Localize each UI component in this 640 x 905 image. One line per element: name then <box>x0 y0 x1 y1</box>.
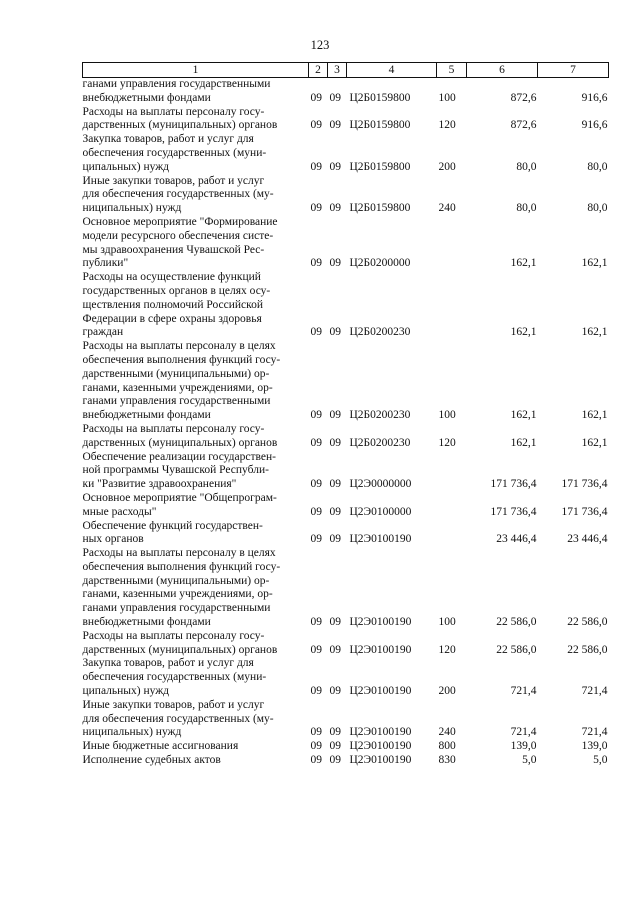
amount-year-1: 22 586,0 <box>496 616 537 629</box>
amount-year-2: 171 736,4 <box>561 478 608 491</box>
section-code: 09 <box>310 326 322 339</box>
amount-year-1: 162,1 <box>510 257 537 270</box>
amount-year-1: 5,0 <box>522 754 537 767</box>
amount-year-1: 171 736,4 <box>490 505 537 518</box>
section-code: 09 <box>310 505 322 518</box>
target-article-code: Ц2Б0159800 <box>349 202 411 215</box>
item-name: Закупка товаров, работ и услуг для обеспечения государственных (муни- ципальных) нужд <box>82 133 267 173</box>
subsection-code: 09 <box>329 754 341 767</box>
header-col-7: 7 <box>538 63 609 78</box>
item-name: Обеспечение реализации государствен- ной программы Чувашской Республи- ки "Развитие здравоохранения" <box>82 450 276 491</box>
amount-year-1: 162,1 <box>510 409 537 422</box>
target-article-code: Ц2Э0100190 <box>349 726 412 739</box>
amount-year-2: 916,6 <box>581 119 608 132</box>
amount-year-1: 162,1 <box>510 436 537 449</box>
subsection-code: 09 <box>329 436 341 449</box>
expense-type-code: 100 <box>438 409 456 422</box>
section-code: 09 <box>310 409 322 422</box>
amount-year-1: 80,0 <box>516 202 537 215</box>
item-name: Исполнение судебных актов <box>82 754 221 767</box>
target-article-code: Ц2Б0159800 <box>349 119 411 132</box>
subsection-code: 09 <box>329 160 341 173</box>
target-article-code: Ц2Э0100190 <box>349 740 412 753</box>
amount-year-2: 162,1 <box>581 436 608 449</box>
amount-year-1: 171 736,4 <box>490 478 537 491</box>
target-article-code: Ц2Б0200230 <box>349 409 411 422</box>
section-code: 09 <box>310 643 322 656</box>
item-name: Расходы на выплаты персоналу в целях обеспечения выполнения функций госу- дарственными (муниципальными) ор- ганами, казенными учреждениями, ор- ганами управления государственными внебюджетными фондами <box>82 340 281 422</box>
header-col-5: 5 <box>437 63 467 78</box>
section-code: 09 <box>310 533 322 546</box>
target-article-code: Ц2Э0100190 <box>349 685 412 698</box>
table-row <box>83 451 609 492</box>
table-row <box>83 271 609 340</box>
item-name: Иные закупки товаров, работ и услуг для обеспечения государственных (му- ниципальных) нужд <box>82 698 274 739</box>
subsection-code: 09 <box>329 257 341 270</box>
table-body <box>83 78 609 768</box>
target-article-code: Ц2Б0200230 <box>349 326 411 339</box>
header-col-4: 4 <box>347 63 437 78</box>
section-code: 09 <box>310 478 322 491</box>
section-code: 09 <box>310 754 322 767</box>
item-name: Иные бюджетные ассигнования <box>82 740 239 753</box>
amount-year-2: 80,0 <box>587 160 608 173</box>
amount-year-2: 22 586,0 <box>567 643 608 656</box>
amount-year-2: 721,4 <box>581 685 608 698</box>
target-article-code: Ц2Б0159800 <box>349 91 411 104</box>
target-article-code: Ц2Э0100190 <box>349 616 412 629</box>
amount-year-2: 162,1 <box>581 326 608 339</box>
amount-year-2: 80,0 <box>587 202 608 215</box>
expense-type-code <box>437 492 467 520</box>
amount-year-2: 5,0 <box>593 754 608 767</box>
header-col-3: 3 <box>328 63 347 78</box>
section-code: 09 <box>310 685 322 698</box>
expense-type-code <box>437 451 467 492</box>
subsection-code: 09 <box>329 505 341 518</box>
expense-type-code: 240 <box>438 202 456 215</box>
table-row <box>83 699 609 740</box>
item-name: Расходы на выплаты персоналу в целях обеспечения выполнения функций госу- дарственными (муниципальными) ор- ганами, казенными учреждениями, ор- ганами управления государственными внебюджетными фондами <box>82 547 281 629</box>
target-article-code: Ц2Э0100190 <box>349 533 412 546</box>
section-code: 09 <box>310 91 322 104</box>
item-name: Расходы на выплаты персоналу госу- дарственных (муниципальных) органов <box>82 422 278 449</box>
amount-year-2: 721,4 <box>581 726 608 739</box>
item-name: Основное мероприятие "Формирование модели ресурсного обеспечения систе- мы здравоохранения Чувашской Рес- публики" <box>82 215 278 270</box>
amount-year-1: 721,4 <box>510 726 537 739</box>
amount-year-1: 80,0 <box>516 160 537 173</box>
subsection-code: 09 <box>329 326 341 339</box>
table-row <box>83 133 609 174</box>
amount-year-2: 139,0 <box>581 740 608 753</box>
target-article-code: Ц2Б0200000 <box>349 257 411 270</box>
expense-type-code: 100 <box>438 91 456 104</box>
subsection-code: 09 <box>329 202 341 215</box>
table-row <box>83 106 609 134</box>
table-row <box>83 630 609 658</box>
target-article-code: Ц2Б0159800 <box>349 160 411 173</box>
amount-year-2: 916,6 <box>581 91 608 104</box>
expense-type-code <box>437 216 467 271</box>
table-row <box>83 740 609 754</box>
item-name: Обеспечение функций государствен- ных органов <box>82 519 263 546</box>
amount-year-2: 22 586,0 <box>567 616 608 629</box>
subsection-code: 09 <box>329 119 341 132</box>
table-row <box>83 78 609 106</box>
subsection-code: 09 <box>329 478 341 491</box>
subsection-code: 09 <box>329 91 341 104</box>
section-code: 09 <box>310 202 322 215</box>
expense-type-code <box>437 271 467 340</box>
amount-year-1: 872,6 <box>510 91 537 104</box>
target-article-code: Ц2Э0000000 <box>349 478 412 491</box>
page-number: 123 <box>310 38 330 52</box>
item-name: Иные закупки товаров, работ и услуг для обеспечения государственных (му- ниципальных) нужд <box>82 174 274 215</box>
amount-year-1: 22 586,0 <box>496 643 537 656</box>
expense-type-code: 830 <box>438 754 456 767</box>
subsection-code: 09 <box>329 740 341 753</box>
section-code: 09 <box>310 257 322 270</box>
table-row <box>83 340 609 423</box>
expense-type-code: 120 <box>438 436 456 449</box>
header-row <box>83 63 609 78</box>
section-code: 09 <box>310 436 322 449</box>
item-name: Расходы на выплаты персоналу госу- дарственных (муниципальных) органов <box>82 105 278 132</box>
section-code: 09 <box>310 160 322 173</box>
amount-year-2: 23 446,4 <box>567 533 608 546</box>
subsection-code: 09 <box>329 616 341 629</box>
expense-type-code: 800 <box>438 740 456 753</box>
amount-year-2: 162,1 <box>581 409 608 422</box>
section-code: 09 <box>310 726 322 739</box>
item-name: ганами управления государственными внебюджетными фондами <box>82 78 271 104</box>
amount-year-1: 721,4 <box>510 685 537 698</box>
amount-year-2: 171 736,4 <box>561 505 608 518</box>
target-article-code: Ц2Э0100000 <box>349 505 412 518</box>
header-col-1: 1 <box>83 63 309 78</box>
section-code: 09 <box>310 119 322 132</box>
target-article-code: Ц2Э0100190 <box>349 754 412 767</box>
item-name: Основное мероприятие "Общепрограм- мные расходы" <box>82 491 277 518</box>
item-name: Закупка товаров, работ и услуг для обеспечения государственных (муни- ципальных) нужд <box>82 657 267 698</box>
table-row <box>83 520 609 548</box>
section-code: 09 <box>310 740 322 753</box>
target-article-code: Ц2Б0200230 <box>349 436 411 449</box>
expense-type-code: 240 <box>438 726 456 739</box>
expense-type-code: 120 <box>438 119 456 132</box>
section-code: 09 <box>310 616 322 629</box>
table-row <box>83 175 609 216</box>
target-article-code: Ц2Э0100190 <box>349 643 412 656</box>
expense-type-code: 120 <box>438 643 456 656</box>
item-name: Расходы на осуществление функций государственных органов в целях осу- ществления полномочий Российской Федерации в сфере охраны здоровья граждан <box>82 271 271 339</box>
subsection-code: 09 <box>329 533 341 546</box>
amount-year-2: 162,1 <box>581 257 608 270</box>
subsection-code: 09 <box>329 685 341 698</box>
amount-year-1: 162,1 <box>510 326 537 339</box>
amount-year-1: 23 446,4 <box>496 533 537 546</box>
subsection-code: 09 <box>329 643 341 656</box>
table-row <box>83 492 609 520</box>
expense-type-code: 100 <box>438 616 456 629</box>
header-col-2: 2 <box>309 63 328 78</box>
expense-type-code <box>437 520 467 548</box>
expense-type-code: 200 <box>438 685 456 698</box>
item-name: Расходы на выплаты персоналу госу- дарственных (муниципальных) органов <box>82 629 278 656</box>
table-row <box>83 216 609 271</box>
subsection-code: 09 <box>329 726 341 739</box>
expense-type-code: 200 <box>438 160 456 173</box>
amount-year-1: 139,0 <box>510 740 537 753</box>
table-row <box>83 657 609 698</box>
table-row <box>83 547 609 630</box>
header-col-6: 6 <box>467 63 538 78</box>
amount-year-1: 872,6 <box>510 119 537 132</box>
budget-table <box>82 62 609 768</box>
table-row <box>83 423 609 451</box>
subsection-code: 09 <box>329 409 341 422</box>
table-row <box>83 754 609 768</box>
